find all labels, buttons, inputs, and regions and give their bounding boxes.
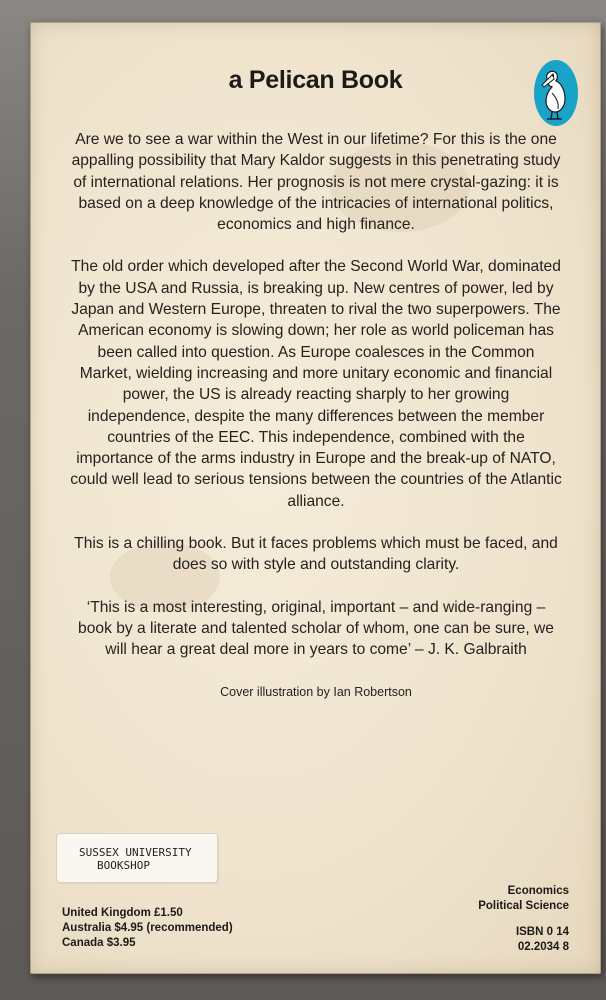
price-australia: Australia $4.95 (recommended) xyxy=(62,922,233,934)
isbn-block xyxy=(516,925,569,955)
price-list xyxy=(62,906,233,951)
blurb-paragraph-2: The old order which developed after the Second World War, dominated by the USA and Russia, is breaking up. New centres of power, led by Japan and Western Europe, threaten to rival the two superpowers. The American economy is slowing down; her role as world policeman has been called into question. As Europe coalesces in the Common Market, wielding increasing and more unitary economic and financial power, the US is already reacting sharply to her growing independence, despite the many differences between the member countries of the EEC. This independence, combined with the importance of the arms industry in Europe and the break-up of NATO, could well lead to serious tensions between the countries of the Atlantic alliance. xyxy=(70,258,562,510)
pelican-logo-icon xyxy=(533,59,579,127)
blurb xyxy=(70,129,562,724)
isbn-line-2: 02.2034 8 xyxy=(517,941,569,953)
subject-political-science: Political Science xyxy=(478,900,569,912)
sticker-line-1: SUSSEX UNIVERSITY xyxy=(79,846,192,859)
sticker-line-2: BOOKSHOP xyxy=(97,859,150,872)
subject-categories xyxy=(478,884,569,914)
price-canada: Canada $3.95 xyxy=(62,937,136,949)
blurb-paragraph-1: Are we to see a war within the West in our lifetime? For this is the one appalling possibility that Mary Kaldor suggests in this penetrating study of international relations. Her prognosis is not mere crystal-gazing: it is based on a deep knowledge of the intricacies of international politics, economics and high finance. xyxy=(71,131,561,234)
cover-credit: Cover illustration by Ian Robertson xyxy=(220,684,412,699)
series-title: a Pelican Book xyxy=(228,66,403,94)
blurb-paragraph-3: This is a chilling book. But it faces problems which must be faced, and does so with style and outstanding clarity. xyxy=(74,535,558,574)
book-back-cover xyxy=(30,22,601,974)
subject-economics: Economics xyxy=(507,885,569,897)
price-uk: United Kingdom £1.50 xyxy=(62,907,183,919)
review-quote: ‘This is a most interesting, original, important – and wide-ranging – book by a literate and talented scholar of whom, one can be sure, we will hear a great deal more in years to come’ – J. K. Galbraith xyxy=(78,598,554,659)
bookshop-sticker xyxy=(57,834,217,882)
isbn-line-1: ISBN 0 14 xyxy=(515,926,569,938)
